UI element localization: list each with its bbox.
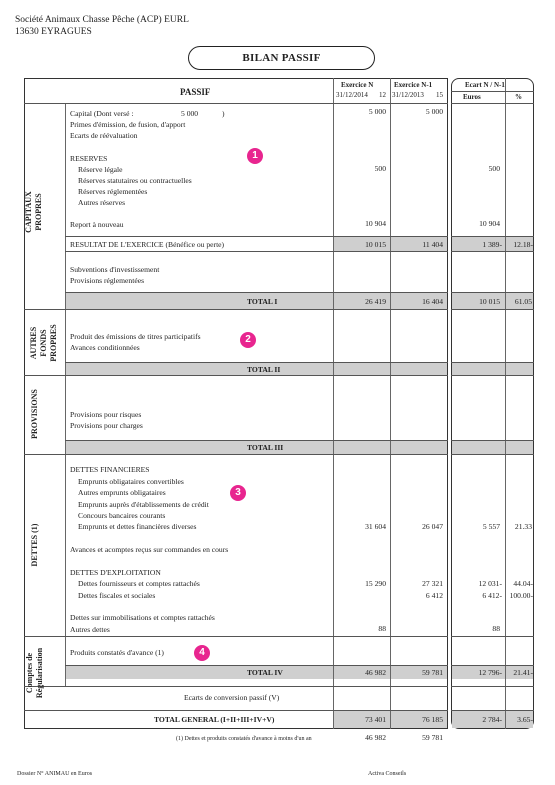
total4-n: 46 982 [365, 668, 386, 677]
total-general-pct: 3.65- [517, 715, 533, 724]
header-exn1-date: 31/12/2013 [392, 91, 424, 99]
total4-ecart: 12 796- [478, 668, 502, 677]
label-primes: Primes d'émission, de fusion, d'apport [70, 120, 186, 129]
label-avances-acomptes: Avances et acomptes reçus sur commandes en cours [70, 545, 229, 554]
label-concours: Concours bancaires courants [78, 511, 166, 520]
capital-n1: 5 000 [425, 107, 443, 116]
report-ecart: 10 904 [479, 219, 500, 228]
dettes-fisc-ecart: 6 412- [482, 591, 502, 600]
label-autres-dettes: Autres dettes [70, 625, 110, 634]
total1-n1: 16 404 [422, 297, 443, 306]
label-prov-regl: Provisions réglementées [70, 276, 145, 285]
emp-divers-n1: 26 047 [422, 522, 443, 531]
label-total-general: TOTAL GENERAL (I+II+III+IV+V) [154, 715, 275, 724]
label-dettes-immo: Dettes sur immobilisations et comptes rattachés [70, 613, 215, 622]
label-dettes-fin: DETTES FINANCIERES [70, 465, 150, 474]
section-comptes-regularisation: Comptes de Régularisation [25, 647, 44, 699]
dettes-fourn-pct: 44.04- [513, 579, 533, 588]
header-passif: PASSIF [180, 87, 211, 97]
resultat-ecart: 1 389- [482, 240, 502, 249]
autres-dettes-ecart: 88 [492, 624, 500, 633]
section-autres-fonds-propres: AUTRES FONDS PROPRES [29, 324, 58, 362]
section-provisions: PROVISIONS [30, 389, 39, 439]
badge-4: 4 [194, 645, 210, 661]
badge-2: 2 [240, 332, 256, 348]
label-dettes-fisc: Dettes fiscales et sociales [78, 591, 156, 600]
section-dettes: DETTES (1) [30, 523, 39, 567]
company-address: 13630 EYRAGUES [15, 27, 92, 37]
label-capital-verse: 5 000 [181, 109, 199, 118]
report-n: 10 904 [365, 219, 386, 228]
label-capital: Capital (Dont versé : [70, 109, 134, 118]
resultat-n: 10 015 [365, 240, 386, 249]
label-autres-reserves: Autres réserves [78, 198, 126, 207]
note-n: 46 982 [365, 733, 386, 742]
total4-pct: 21.41- [513, 668, 533, 677]
footer-left: Dossier N° ANIMAU en Euros [17, 771, 93, 777]
dettes-fisc-pct: 100.00- [509, 591, 533, 600]
total1-n: 26 419 [365, 297, 386, 306]
emp-divers-pct: 21.33 [514, 522, 532, 531]
label-prov-charges: Provisions pour charges [70, 421, 143, 430]
label-capital-close: ) [222, 109, 225, 118]
dettes-fourn-ecart: 12 031- [478, 579, 502, 588]
header-pct: % [515, 93, 522, 101]
autres-dettes-n: 88 [378, 624, 386, 633]
label-produits-avance: Produits constatés d'avance (1) [70, 648, 164, 657]
label-dettes-fourn: Dettes fournisseurs et comptes rattachés [78, 579, 200, 588]
total-general-ecart: 2 784- [482, 715, 502, 724]
label-total4: TOTAL IV [247, 668, 283, 677]
header-exn-label: Exercice N [341, 81, 374, 89]
label-ecarts-reeval: Ecarts de réévaluation [70, 131, 138, 140]
dettes-fourn-n1: 27 321 [422, 579, 443, 588]
emp-divers-ecart: 5 557 [482, 522, 500, 531]
label-dettes-expl: DETTES D'EXPLOITATION [70, 568, 161, 577]
label-avances-cond: Avances conditionnées [70, 343, 140, 352]
header-exn-months: 12 [379, 91, 386, 99]
label-autres-emp: Autres emprunts obligataires [78, 488, 166, 497]
label-total2: TOTAL II [247, 365, 281, 374]
label-total1: TOTAL I [247, 297, 278, 306]
header-euros: Euros [463, 93, 481, 101]
header-exn1-months: 15 [436, 91, 443, 99]
label-produit-emissions: Produit des émissions de titres participatifs [70, 332, 201, 341]
label-subventions: Subventions d'investissement [70, 265, 160, 274]
emp-divers-n: 31 604 [365, 522, 386, 531]
total4-n1: 59 781 [422, 668, 443, 677]
total1-pct: 61.05 [514, 297, 532, 306]
header-exn-date: 31/12/2014 [336, 91, 368, 99]
header-ecart: Ecart N / N-1 [465, 81, 505, 89]
reserve-legale-ecart: 500 [488, 164, 500, 173]
label-reserves-regl: Réserves réglementées [78, 187, 148, 196]
section-capitaux-propres: CAPITAUX PROPRES [24, 191, 43, 233]
header-exn1-label: Exercice N-1 [394, 81, 433, 89]
label-emp-etab: Emprunts auprès d'établissements de crédit [78, 500, 209, 509]
label-emp-conv: Emprunts obligataires convertibles [78, 477, 184, 486]
badge-1: 1 [247, 148, 263, 164]
dettes-fourn-n: 15 290 [365, 579, 386, 588]
label-ecarts-conv: Ecarts de conversion passif (V) [184, 693, 280, 702]
note-n1: 59 781 [422, 733, 443, 742]
company-name: Société Animaux Chasse Pêche (ACP) EURL [15, 15, 189, 25]
label-emp-divers: Emprunts et dettes financières diverses [78, 522, 197, 531]
total-general-n1: 76 185 [422, 715, 443, 724]
total-general-n: 73 401 [365, 715, 386, 724]
label-reserve-legale: Réserve légale [78, 165, 123, 174]
label-reserves-statut: Réserves statutaires ou contractuelles [78, 176, 192, 185]
resultat-n1: 11 404 [422, 240, 443, 249]
label-prov-risques: Provisions pour risques [70, 410, 142, 419]
page-title: BILAN PASSIF [188, 46, 375, 70]
label-total3: TOTAL III [247, 443, 284, 452]
label-resultat: RESULTAT DE L'EXERCICE (Bénéfice ou perte) [70, 240, 225, 249]
note-text: (1) Dettes et produits constatés d'avance à moins d'un an [176, 736, 312, 742]
resultat-pct: 12.18- [513, 240, 533, 249]
label-report: Report à nouveau [70, 220, 124, 229]
badge-3: 3 [230, 485, 246, 501]
total1-ecart: 10 015 [479, 297, 500, 306]
reserve-legale-n: 500 [374, 164, 386, 173]
dettes-fisc-n1: 6 412 [425, 591, 443, 600]
footer-right: Activa Conseils [368, 771, 407, 777]
capital-n: 5 000 [368, 107, 386, 116]
label-reserves: RESERVES [70, 154, 108, 163]
